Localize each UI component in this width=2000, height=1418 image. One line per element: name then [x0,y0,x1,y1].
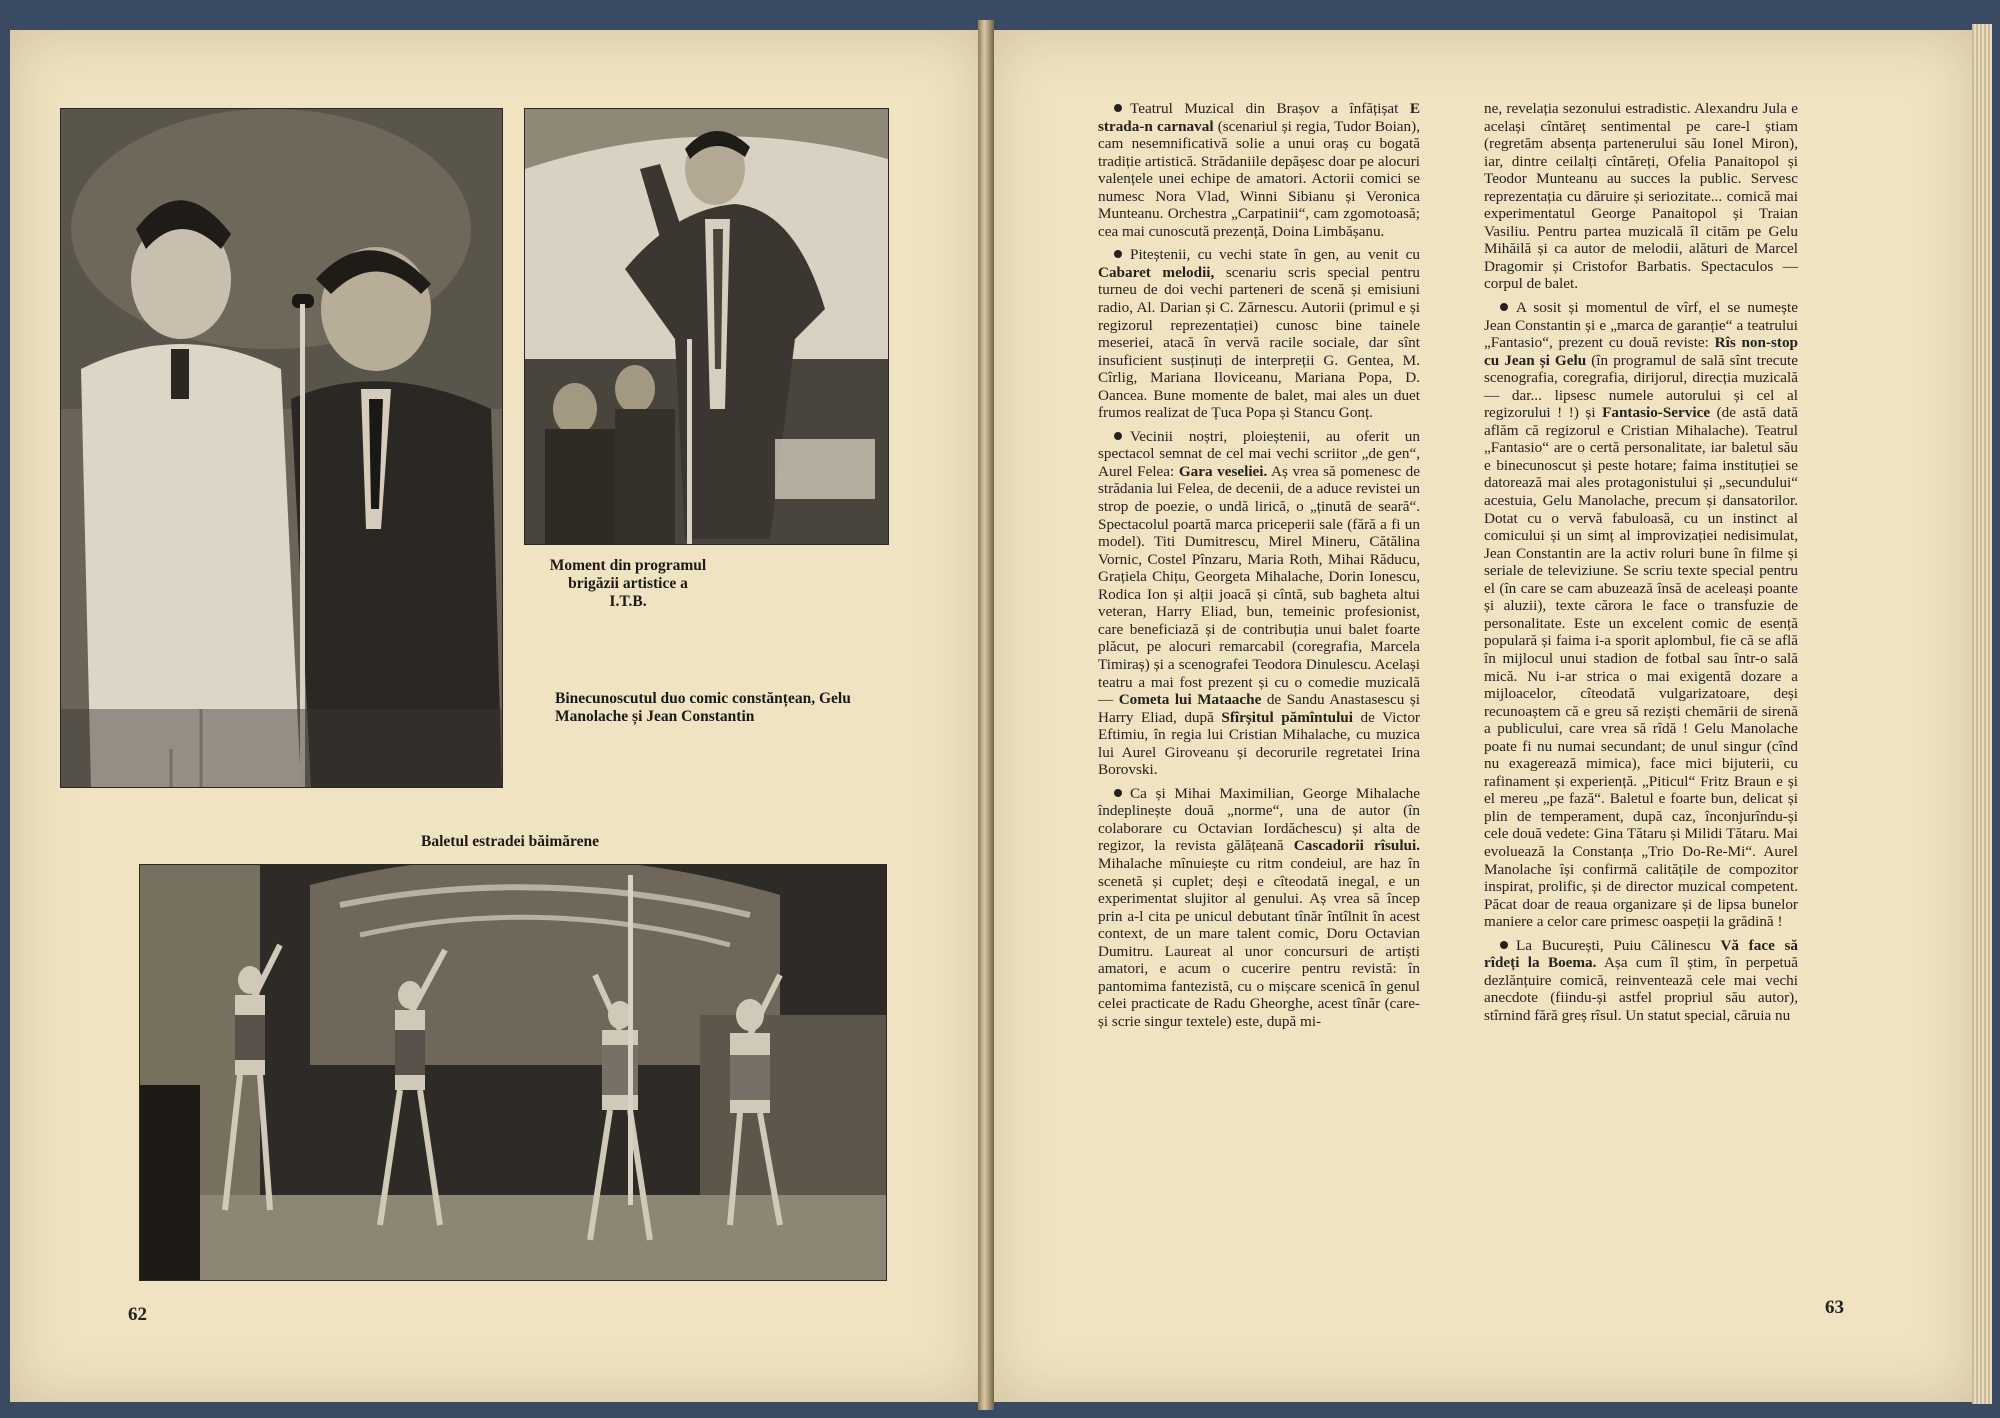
paragraph-text: (în programul de sală sînt trecute scenografia, coregrafia, dirijorul, direcția muzicală — dar... lipsesc numele autorului și cel al regizorului ! !) și [1484,351,1798,422]
title-emphasis: Cometa lui Mataache [1118,691,1262,709]
title-emphasis: Sfîrșitul pămîntului [1221,708,1353,726]
caption-ballet: Baletul estradei băimărene [421,833,599,850]
title-emphasis: Rîs non-stop cu Jean și Gelu [1484,334,1798,369]
page-number-right: 63 [1825,1297,1844,1318]
photo-itb-brigade [524,108,889,545]
paragraph-text: Ca și Mihai Maximilian, George Mihalache îndeplinește două „norme“, una de autor (în colaborare cu Octavian Iordăchescu) și alta de regizor, la revista gălățeană [1098,784,1420,855]
page-edges [1972,24,1992,1404]
paragraph-text: de Victor Eftimiu, în regia lui Cristian Mihalache, cu muzica lui Aurel Giroveanu și decorurile regretatei Irina Borovski. [1098,708,1420,779]
title-emphasis: E strada-n carnaval [1098,100,1420,135]
bullet-icon [1114,789,1122,797]
title-emphasis: Cascadorii rîsului. [1293,837,1421,855]
article-paragraph [1484,299,1798,931]
paragraph-text: Piteștenii, cu vechi state în gen, au venit cu [1130,246,1420,264]
caption-duo-comic: Binecunoscutul duo comic constănțean, Gelu Manolache și Jean Constantin [555,690,851,725]
paragraph-text: Vecinii noștri, ploieștenii, au oferit un spectacol semnat de cel mai vechi scriitor „de gen“, Aurel Felea: [1098,427,1420,480]
paragraph-text: (de astă dată aflăm că regizorul e Cristian Mihalache). Teatrul „Fantasio“ are o certă personalitate, iar baletul său e binecunoscut și peste hotare; faima instituției se datorează mai ales protagonistului și „secundului“ acestuia, Gelu Manolache, precum și dansatorilor. Dotat cu o vervă fabuloasă, cu un instinct al comicului și un simț al improvizației nedisimulat, Jean Constantin are la activ roluri bune în filme și seriale de televiziune. Se scriu texte special pentru el (în care se cam abuzează însă de aceleași poante și aluzii), texte cărora le face o transfuzie de personalitate. Este un excelent comic de esență populară și faima i-a sporit aplombul, fie că se află în mijlocul unui stadion de fotbal sau într-o sală mică. Nu i-ar strica o mai exigentă dozare a mijloacelor, cîteodată vulgarizatoare, deși recunoaștem că e greu să reziști chemării de sirenă a publicului, care vrea să rîdă ! Gelu Manolache poate fi nu numai secundant; de unul singur (cînd nu exagerează mimica), face mici bijuterii, cu rafinament și experiență. „Piticul“ Fritz Braun e și el mereu „pe fază“. Baletul e foarte bun, delicat și plin de temperament, după caz, înconjurîndu-și cele două vedete: Gina Tătaru și Milidi Tătaru. Mai evoluează la Constanța „Trio Do-Re-Mi“. Aurel Manolache își confirmă calitățile de compozitor inspirat, prolific, și de director muzical competent. Păcat doar de reaua organizare și de lipsa bunelor maniere a celor care primesc oaspeții la grădină ! [1484,404,1798,931]
paragraph-text: scenariu scris special pentru turneu de doi vechi parteneri de scenă și emisiuni radio, Al. Darian și C. Zărnescu. Autorii (primul e și regizorul reprezentației) cunosc bine tainele meseriei, atacă în vervă racile sociale, dar sînt insuficient susținuți de interpreții G. Gentea, M. Cîrlig, Mariana Iloviceanu, Mariana Popa, D. Oancea. Bune momente de balet, mai ales un duet frumos realizat de Țuca Popa și Stancu Gonț. [1098,263,1420,422]
title-emphasis: Gara veseliei. [1178,462,1268,480]
paragraph-text: Mihalache mînuiește cu ritm condeiul, are haz în scenetă și cuplet; deși e cîteodată inegal, e un experimentat slujitor al genului. Aș vrea să încep prin a-l cita pe unicul debutant tînăr întîlnit în acest context, de un mare talent comic, Doru Octavian Dumitru. Laureat al unor concursuri de artiști amatori, e acum o cucerire pentru revistă: în pantomima fantezistă, cu o mișcare scenică în genul celei practicate de Radu Gheorghe, acest tînăr (care-și scrie singur textele) este, după mi- [1098,854,1420,1030]
bullet-icon [1114,104,1122,112]
article-paragraph [1098,100,1420,240]
bullet-icon [1500,941,1508,949]
bullet-icon [1114,432,1122,440]
title-emphasis: Cabaret melodii, [1098,263,1215,281]
article-paragraph [1098,428,1420,779]
title-emphasis: Fantasio-Service [1602,404,1711,422]
bullet-icon [1500,303,1508,311]
paragraph-text: Teatrul Muzical din Brașov a înfățișat [1130,100,1410,117]
paragraph-text: Așa cum îl știm, în perpetuă dezlănțuire comică, reinventează cele mai vechi anecdote (fiindu-și astfel propriul său autor), stîrnind fără greș rîsul. Un statut special, căruia nu [1484,954,1798,1024]
caption-itb-brigade: Moment din programul brigăzii artistice a I.T.B. [549,557,707,610]
bullet-icon [1114,250,1122,258]
article-paragraph [1098,246,1420,421]
page-number-left: 62 [128,1304,147,1325]
title-emphasis: Vă face să rîdeți la Boema. [1484,936,1798,972]
photo-ballet [139,864,887,1281]
photo-duo-comic [60,108,503,788]
paragraph-text: A sosit și momentul de vîrf, el se numește Jean Constantin și e „marca de garanție“ a teatrului „Fantasio“, prezent cu două reviste: [1484,299,1798,352]
text-column-2 [1484,100,1798,1030]
paragraph-text: (scenariul și regia, Tudor Boian), cam nesemnificativă solie a unui oraș cu bogată tradiție artistică. Strădaniile depășesc doar pe alocuri valențele unei echipe de amatori. Actorii comici se numesc Nora Vlad, Winni Sibianu și Veronica Munteanu. Orchestra „Carpatinii“, cam zgomotoasă; cea mai cunoscută prezență, Doina Limbășanu. [1098,117,1420,240]
article-paragraph [1484,937,1798,1025]
book-gutter [978,20,994,1410]
paragraph-text: La București, Puiu Călinescu [1516,936,1721,954]
paragraph-text: de Sandu Anastasescu și Harry Eliad, după [1098,691,1421,726]
paragraph-text: Aș vrea să pomenesc de strădania lui Felea, de decenii, de a aduce revistei un strop de poezie, o undă lirică, o „ținută de seară“. Spectacolul poartă marca priceperii sale (fără a fi un model). Titi Dumitrescu, Mirel Mineru, Cătălina Vornic, Costel Pînzaru, Maria Roth, Mihai Răducu, Grațiela Chițu, Georgeta Mihalache, Dorin Ionescu, Rodica Ion și alții joacă și cîntă, sub bagheta altui veteran, Harry Eliad, bun, temeinic profesionist, care beneficiază și de contribuția unui balet foarte plăcut, pe alocuri remarcabil (coregrafia, Marcela Timiraș) și a scenografei Teodora Dinulescu. Același teatru a mai fost prezent și cu o comedie muzicală — [1098,462,1420,709]
text-column-1 [1098,100,1420,1036]
paragraph-text: ne, revelația sezonului estradistic. Alexandru Jula e același cîntăreț sentimental pe care-l știam (regretăm absența partenerului său Ionel Miron), iar, dintre ceilalți cîntăreți, Ofelia Panaitopol și Teodor Munteanu au succes la public. Servesc reprezentația cu dăruire și seriozitate... comică mai experimentatul George Panaitopol și Traian Vasiliu. Pentru partea muzicală îl cităm pe Gelu Mihăilă și ca autor de melodii, alături de Marcel Dragomir și Cristofor Barbatis. Spectaculos — corpul de balet. [1484,100,1798,293]
article-paragraph [1484,100,1798,293]
article-paragraph [1098,785,1420,1031]
